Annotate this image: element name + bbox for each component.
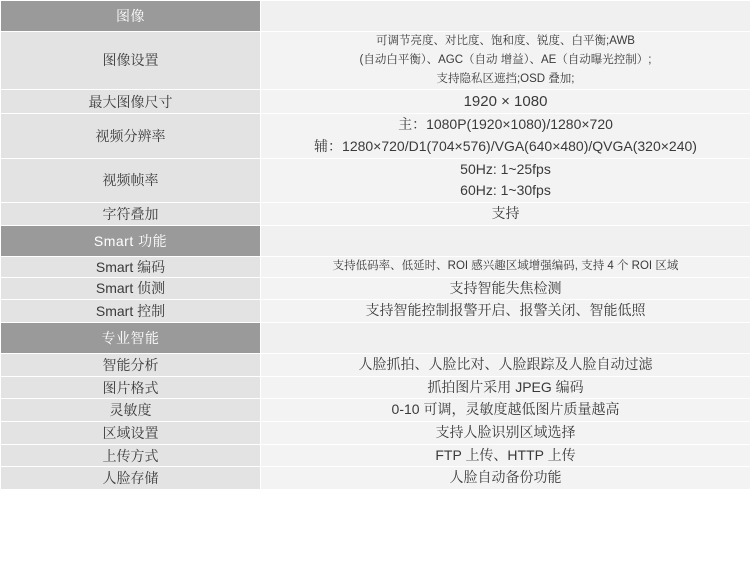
spec-label: 最大图像尺寸: [1, 89, 261, 113]
table-row: [1, 399, 750, 422]
spec-value-line: 支持智能失焦检测: [449, 279, 562, 296]
spec-value: [261, 467, 750, 490]
spec-value-line: 可调节亮度、对比度、饱和度、锐度、白平衡;AWB: [376, 35, 635, 47]
section-header-row: [1, 1, 750, 32]
table-row: [1, 422, 750, 445]
spec-label: Smart 编码: [1, 256, 261, 277]
table-row: [1, 114, 750, 158]
table-row: [1, 300, 750, 323]
spec-value: [261, 300, 750, 323]
spec-value-line: 0-10 可调，灵敏度越低图片质量越高: [391, 401, 620, 418]
section-header-row: [1, 322, 750, 353]
spec-value-line: 辅：1280×720/D1(704×576)/VGA(640×480)/QVGA(320×240): [314, 137, 697, 154]
spec-value-line: 支持智能控制报警开启、报警关闭、智能低照: [365, 302, 646, 319]
table-row: [1, 467, 750, 490]
spec-label: 灵敏度: [1, 399, 261, 422]
section-header-spacer: [261, 225, 750, 256]
table-row: [1, 89, 750, 113]
spec-value: [261, 422, 750, 445]
spec-label: Smart 侦测: [1, 277, 261, 300]
spec-value-line: (自动白平衡）、AGC（自动 增益）、AE（自动曝光控制）;: [359, 53, 652, 66]
spec-label: 区域设置: [1, 422, 261, 445]
spec-value-line: 50Hz: 1~25fps: [460, 160, 551, 177]
table-row: [1, 202, 750, 225]
spec-value: [261, 114, 750, 158]
spec-value: [261, 399, 750, 422]
section-header-row: [1, 225, 750, 256]
spec-label: 视频分辨率: [1, 114, 261, 158]
spec-value-line: 人脸抓拍、人脸比对、人脸跟踪及人脸自动过滤: [358, 355, 653, 372]
section-header-label: 图像: [1, 1, 261, 32]
spec-label: 智能分析: [1, 353, 261, 376]
table-row: [1, 444, 750, 467]
section-header-label: Smart 功能: [1, 225, 261, 256]
spec-label: 上传方式: [1, 444, 261, 467]
table-row: [1, 376, 750, 399]
spec-value-line: 支持: [491, 204, 520, 221]
table-row: [1, 353, 750, 376]
table-row: [1, 158, 750, 202]
spec-value-line: 支持隐私区遮挡;OSD 叠加;: [436, 72, 575, 85]
section-header-label: 专业智能: [1, 322, 261, 353]
spec-label: 字符叠加: [1, 202, 261, 225]
spec-value: [261, 202, 750, 225]
spec-label: 视频帧率: [1, 158, 261, 202]
spec-value: [261, 89, 750, 113]
spec-value-line: 支持人脸识别区域选择: [435, 424, 576, 441]
specification-table-body: [1, 1, 750, 490]
spec-value-line: 主：1080P(1920×1080)/1280×720: [398, 116, 613, 133]
spec-value-line: 支持低码率、低延时、ROI 感兴趣区域增强编码, 支持 4 个 ROI 区域: [332, 260, 679, 273]
spec-value-line: 1920 × 1080: [463, 92, 548, 110]
spec-value: [261, 353, 750, 376]
spec-value-line: FTP 上传、HTTP 上传: [435, 446, 576, 463]
spec-value-line: 抓拍图片采用 JPEG 编码: [427, 378, 584, 395]
spec-label: 图片格式: [1, 376, 261, 399]
spec-label: Smart 控制: [1, 300, 261, 323]
section-header-spacer: [261, 1, 750, 32]
table-row: [1, 256, 750, 277]
spec-value-line: 60Hz: 1~30fps: [460, 182, 551, 199]
spec-value: [261, 444, 750, 467]
spec-label: 人脸存储: [1, 467, 261, 490]
spec-value: [261, 32, 750, 90]
spec-value: [261, 158, 750, 202]
spec-label: 图像设置: [1, 32, 261, 90]
section-header-spacer: [261, 322, 750, 353]
spec-value-line: 人脸自动备份功能: [449, 469, 562, 486]
spec-value: [261, 277, 750, 300]
spec-value: [261, 256, 750, 277]
table-row: [1, 32, 750, 90]
table-row: [1, 277, 750, 300]
spec-value: [261, 376, 750, 399]
